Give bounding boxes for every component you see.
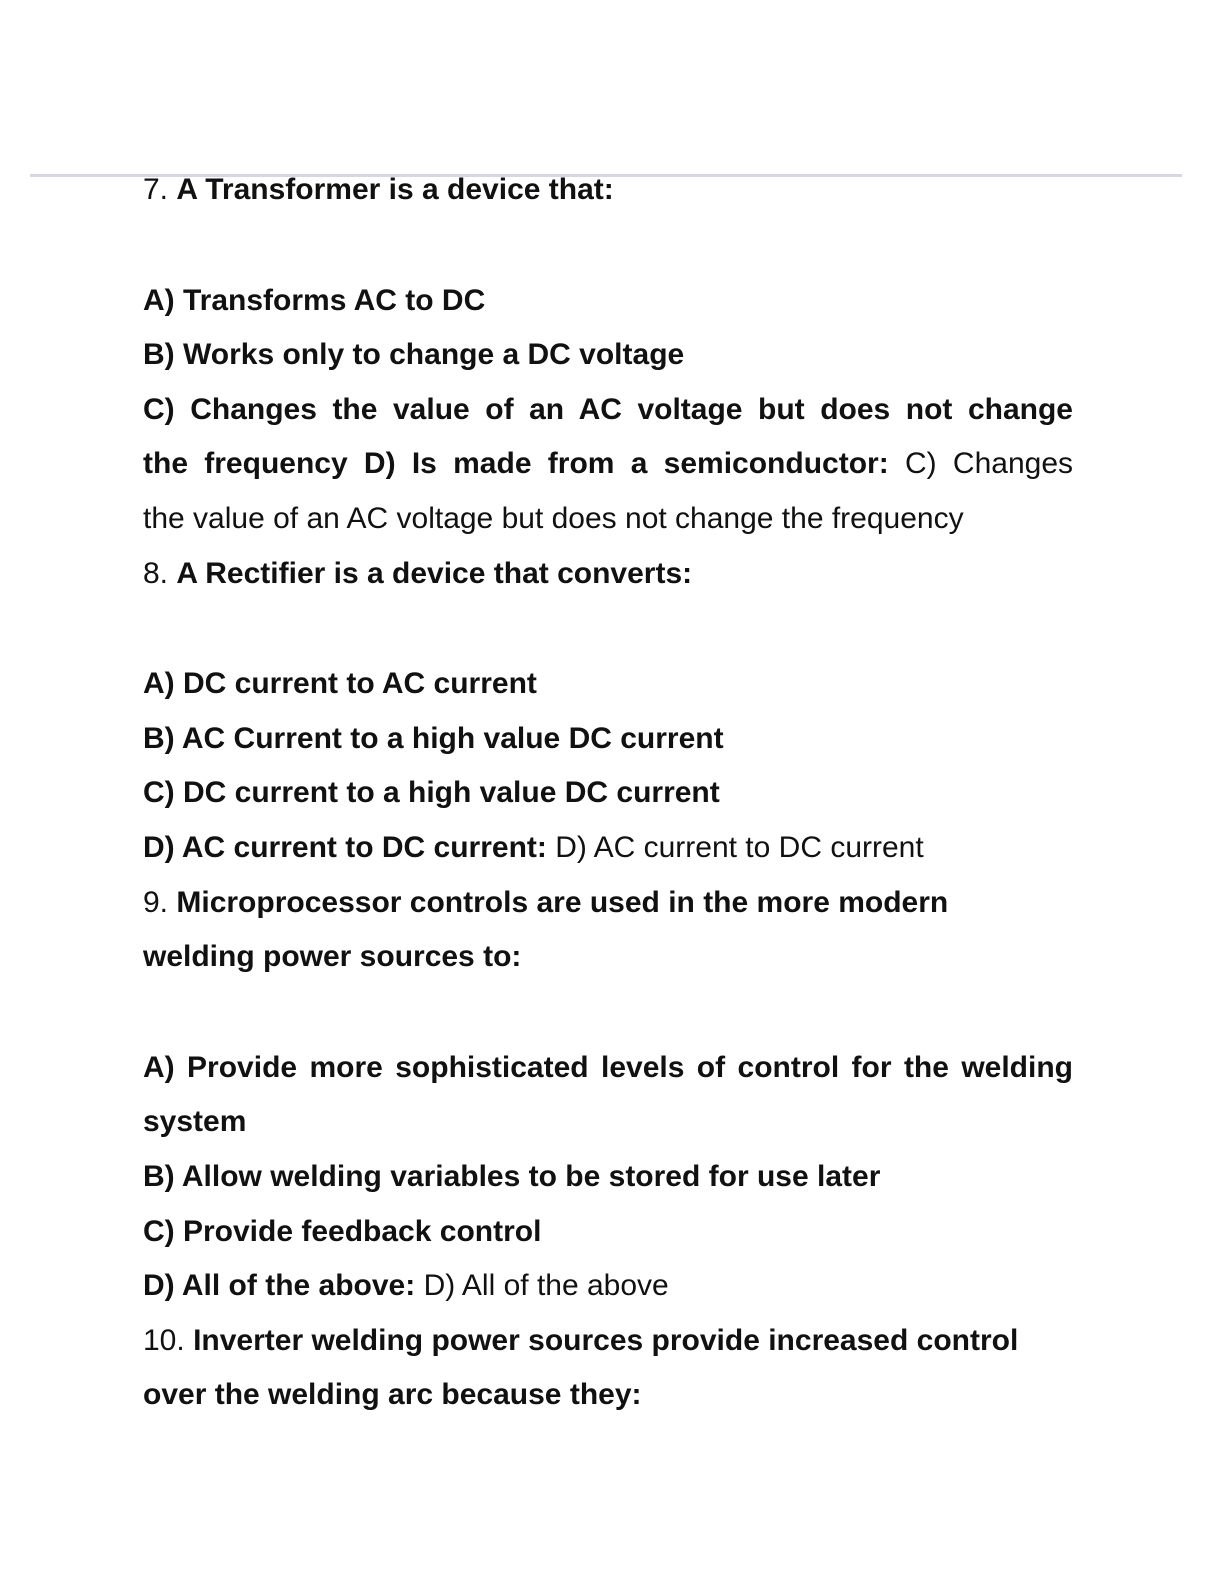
question-text: Microprocessor controls are used in the more modern	[176, 885, 949, 919]
question-number: 10.	[143, 1323, 185, 1357]
question-text-continued: welding power sources to:	[143, 940, 522, 974]
option-b: B) Allow welding variables to be stored for use later	[143, 1159, 881, 1193]
option-d-with-answer	[143, 1259, 1073, 1314]
question-number: 8.	[143, 556, 169, 590]
option-d-text: D) All of the above:	[143, 1269, 416, 1303]
question-text: A Rectifier is a device that converts:	[176, 556, 693, 590]
option-d-text: D) AC current to DC current:	[143, 830, 547, 864]
question-text: Inverter welding power sources provide increased control	[193, 1323, 1019, 1357]
answer-text: D) All of the above	[423, 1269, 669, 1303]
question-text: A Transformer is a device that:	[176, 173, 614, 206]
answer-text: C) Changes	[904, 447, 1073, 481]
option-a: A) Provide more sophisticated levels of control for the welding	[143, 1050, 1073, 1084]
quiz-content	[143, 163, 1073, 1423]
question-number: 7.	[143, 173, 169, 206]
question-7-prompt	[143, 163, 1073, 218]
option-d-with-answer	[143, 821, 1073, 876]
option-c: C) Provide feedback control	[143, 1214, 542, 1248]
question-number: 9.	[143, 885, 169, 919]
question-9-prompt	[143, 876, 1073, 931]
option-d-text: the frequency D) Is made from a semiconductor:	[143, 447, 889, 481]
question-8-prompt	[143, 547, 1073, 602]
spacer	[143, 601, 1073, 657]
option-a: A) DC current to AC current	[143, 667, 537, 701]
answer-text: D) AC current to DC current	[555, 830, 924, 864]
option-b: B) Works only to change a DC voltage	[143, 338, 685, 372]
spacer	[143, 218, 1073, 274]
option-c: C) Changes the value of an AC voltage but does not change	[143, 392, 1073, 426]
question-10-prompt	[143, 1314, 1073, 1369]
answer-continuation: the value of an AC voltage but does not change the frequency	[143, 501, 964, 535]
option-a-continued: system	[143, 1105, 247, 1139]
option-a: A) Transforms AC to DC	[143, 283, 486, 317]
option-c: C) DC current to a high value DC current	[143, 776, 720, 810]
option-b: B) AC Current to a high value DC current	[143, 721, 724, 755]
question-text-continued: over the welding arc because they:	[143, 1378, 642, 1412]
spacer	[143, 985, 1073, 1041]
option-d-with-answer	[143, 437, 1073, 492]
